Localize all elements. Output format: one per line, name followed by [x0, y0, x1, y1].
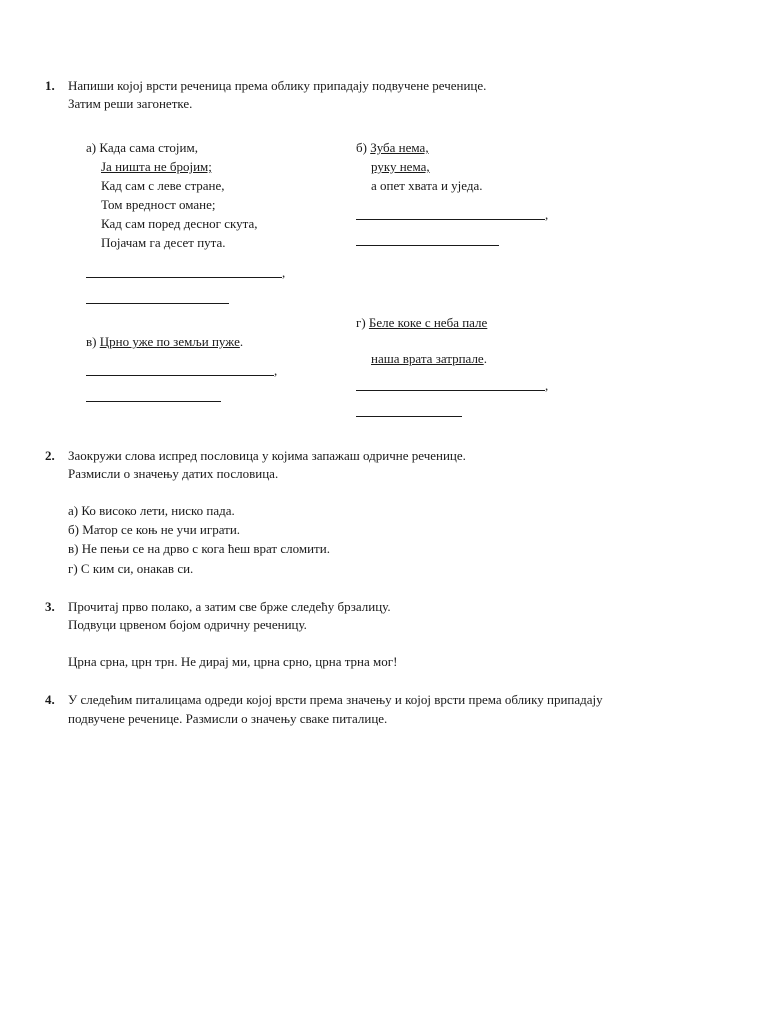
q3-instruction-line2: Подвуци црвеном бојом одричну реченицу. — [68, 617, 307, 632]
riddle-v-text1-end: . — [239, 334, 244, 349]
riddle-a-line3: Кад сам с леве стране, — [101, 178, 225, 193]
riddle-v-line1 — [86, 334, 243, 350]
tongue-twister[interactable]: Црна срна, црн трн. Не дирај ми, црна срно, црна трна мог! — [68, 654, 398, 669]
riddle-a-text1: Када сама стојим, — [99, 140, 198, 155]
proverb-b[interactable]: б) Матор се коњ не учи играти. — [68, 522, 241, 537]
riddle-g-text2-end: . — [483, 351, 487, 366]
riddle-a-answer-blank-1[interactable] — [86, 277, 282, 278]
riddle-g-line1 — [356, 315, 487, 331]
q1-instruction-line2: Затим реши загонетке. — [68, 96, 193, 111]
riddle-b-comma: , — [545, 207, 549, 222]
riddle-g-answer-blank-2[interactable] — [356, 416, 462, 417]
riddle-g-comma: , — [545, 378, 549, 393]
riddle-a-prefix: а) — [86, 140, 100, 155]
q4-instruction-line2: подвучене реченице. Размисли о значењу сваке питалице. — [68, 711, 388, 726]
riddle-v-answer-blank-1[interactable] — [86, 375, 274, 376]
riddle-b-line1 — [356, 140, 429, 156]
q1-number: 1. — [45, 78, 55, 93]
proverb-g[interactable]: г) С ким си, онакав си. — [68, 561, 194, 576]
q4-number: 4. — [45, 692, 55, 707]
riddle-g-prefix: г) — [356, 315, 369, 330]
riddle-v-answer-blank-2[interactable] — [86, 401, 221, 402]
riddle-b-line2-underlined: руку нема, — [371, 159, 430, 174]
riddle-a-line4: Том вредност омане; — [101, 197, 216, 212]
riddle-a-line5: Кад сам поред десног скута, — [101, 216, 258, 231]
riddle-a-answer-blank-2[interactable] — [86, 303, 229, 304]
q3-instruction-line1: Прочитај прво полако, а затим све брже следећу брзалицу. — [68, 599, 391, 614]
proverb-v[interactable]: в) Не пењи се на дрво с кога ћеш врат сломити. — [68, 541, 330, 556]
riddle-a-line2-underlined: Ја ништа не бројим; — [101, 159, 212, 174]
riddle-v-prefix: в) — [86, 334, 100, 349]
riddle-g-text1-underlined: Беле коке с неба пале — [368, 315, 488, 330]
riddle-g-line2 — [356, 351, 487, 367]
riddle-g-answer-blank-1[interactable] — [356, 390, 545, 391]
riddle-g-text2-underlined: наша врата затрпале — [371, 351, 484, 366]
riddle-b-answer-blank-2[interactable] — [356, 245, 499, 246]
q1-instruction-line1: Напиши којој врсти реченица према облику припадају подвучене реченице. — [68, 78, 487, 93]
q4-instruction-line1: У следећим питалицама одреди којој врсти према значењу и којој врсти према облику припадају — [68, 692, 603, 707]
riddle-a-comma: , — [282, 265, 286, 280]
q2-instruction-line1: Заокружи слова испред пословица у којима запажаш одричне реченице. — [68, 448, 466, 463]
q2-instruction-line2: Размисли о значењу датих пословица. — [68, 466, 279, 481]
riddle-v-text1-underlined: Црно уже по земљи пуже — [99, 334, 240, 349]
q3-number: 3. — [45, 599, 55, 614]
riddle-a-line1 — [86, 140, 198, 156]
riddle-b-answer-blank-1[interactable] — [356, 219, 545, 220]
riddle-b-line3: а опет хвата и уједа. — [371, 178, 483, 193]
riddle-b-prefix: б) — [356, 140, 371, 155]
q2-number: 2. — [45, 448, 55, 463]
proverb-a[interactable]: а) Ко високо лети, ниско пада. — [68, 503, 235, 518]
riddle-a-line6: Појачам га десет пута. — [101, 235, 226, 250]
riddle-b-text1-underlined: Зуба нема, — [370, 140, 429, 155]
riddle-v-comma: , — [274, 363, 278, 378]
